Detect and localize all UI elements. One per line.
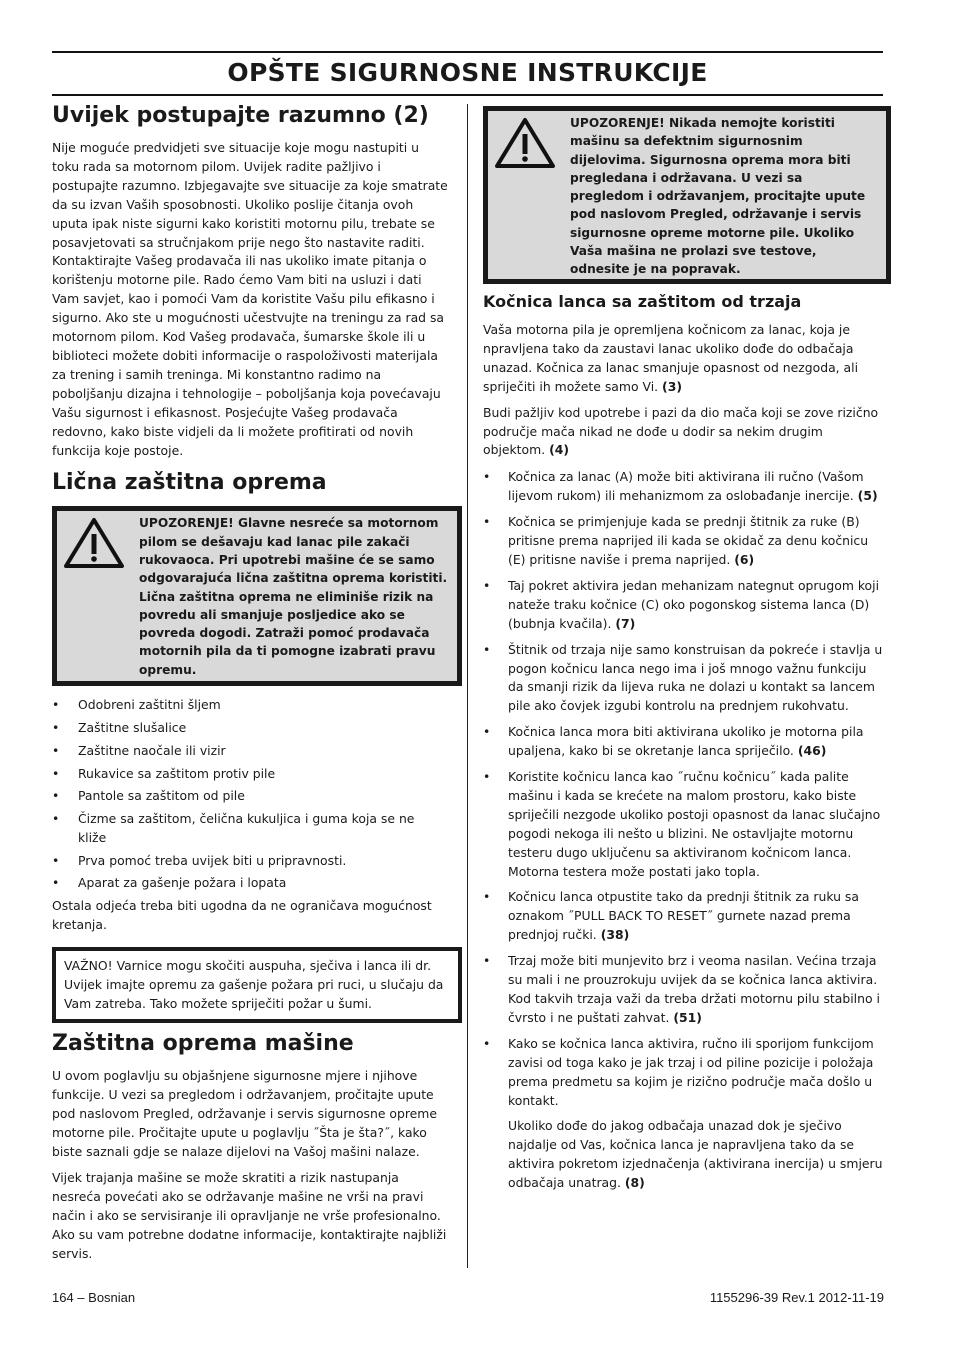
footer-document-id: 1155296-39 Rev.1 2012-11-19: [709, 1290, 884, 1305]
list-item: • Kočnica lanca mora biti aktivirana ukoliko je motorna pila upaljena, kako bi se okretanje lanca spriječilo. (46): [483, 724, 864, 759]
section-heading-machine-safety: Zaštitna oprema mašine: [52, 1031, 354, 1057]
section-paragraph: Nije moguće predvidjeti sve situacije koje mogu nastupiti u toku rada sa motornom pilom. Uvijek radite pažljivo i postupajte razumno. Izbjegavajte sve situacije za koje smatrate da su izvan Vaših sposobnosti. Ukoliko poslije čitanja ovoh uputa ipak niste sigurni kako koristiti motornu pilu, trebate se posavjetovati sa stručnjakom prije nego što nastavite raditi. Kontaktirajte Vašeg prodavača ili nas ukoliko imate pitanja o korištenju motorne pile. Rado ćemo Vam biti na usluzi i dati Vam savjet, kao i pomoći Vam da koristite Vašu pilu efikasno i sigurno. Ako ste u mogućnosti učestvujte na treningu za rad sa motornom pilom. Kod Vašeg prodavača, šumarske škole ili u biblioteci možete dobiti informacije o raspoloživosti materijala za trening i samih treninga. Mi konstantno radimo na poboljšanju dizajna i tehnologije – poboljšanja koja povećavaju Vašu sigurnost i efikasnost. Posjećujte Vašeg prodavača redovno, kako biste vidjeli da li možete profitirati od novih funkcija koje postoje.: [52, 140, 448, 458]
list-item: • Taj pokret aktivira jedan mehanizam nategnut oprugom koji nateže traku kočnice (C) oko pogonskog sistema lanca (D) (bubnja kvačila). (7): [483, 577, 880, 631]
list-item: • Kočnica se primjenjuje kada se prednji štitnik za ruke (B) pritisne prema naprijed ili kada se okidač za denu kočnicu (E) pritisne naviše i prema naprijed. (6): [483, 514, 869, 567]
list-item: • Prva pomoć treba uvijek biti u pripravnosti.: [52, 852, 347, 868]
list-item: • Rukavice sa zaštitom protiv pile: [52, 765, 276, 781]
warning-box-defective-parts: [483, 106, 891, 284]
subsection-heading-chain-brake: Kočnica lanca sa zaštitom od trzaja: [483, 292, 802, 311]
header-rule-bottom: [52, 94, 883, 96]
warning-triangle-icon: [63, 517, 125, 573]
list-item: • Koristite kočnicu lanca kao ˝ručnu kočnicu˝ kada palite mašinu i kada se krećete na malom prostoru, kako biste spriječili nezgode ukoliko postoji opasnost da lanac slučajno pogodi nekoga ili nešto u blizini. Ne ostavljajte motornu testeru dugo uključenu sa aktiviranom kočnicom lanca. Motorna testera može postati jako topla.: [483, 769, 881, 879]
ppe-after-text: Ostala odjeća treba biti ugodna da ne ograničava mogućnost kretanja.: [52, 897, 432, 932]
chain-brake-paragraph: Budi pažljiv kod upotrebe i pazi da dio mača koji se zove rizično područje mača nikad ne dođe u dodir sa nekim drugim objektom. (4): [483, 404, 879, 458]
list-item: • Kočnica za lanac (A) može biti aktivirana ili ručno (Vašom lijevom rukom) ili mehanizmom za oslobađanje inercije. (5): [483, 469, 878, 504]
warning-text-ppe: UPOZORENJE! Glavne nesreće sa motornom pilom se dešavaju kad lanac pile zakači rukovaoca. Pri upotrebi mašine će se samo odgovarajuća lična zaštitna oprema koristiti. Lična zaštitna oprema ne eliminiše rizik na povredu ali smanjuje posljedice ako se povreda dogodi. Zatraži pomoć prodavača motornih pila da ti pomogne izabrati pravu opremu.: [139, 516, 448, 677]
list-item: • Zaštitne naočale ili vizir: [52, 742, 226, 758]
footer-page-label: 164 – Bosnian: [52, 1290, 136, 1305]
list-item: • Kočnicu lanca otpustite tako da prednji štitnik za ruku sa oznakom ˝PULL BACK TO RESET˝ gurnete nazad prema prednjoj ručki. (38): [483, 889, 859, 943]
list-item: • Odobreni zaštitni šljem: [52, 697, 221, 713]
chain-brake-paragraph: Vaša motorna pila je opremljena kočnicom za lanac, koja je npravljena tako da zaustavi lanac ukoliko dođe do odbačaja unazad. Kočnica za lanac smanjuje opasnost od nezgoda, ali spriječiti ih možete samo Vi. (3): [483, 322, 859, 394]
page-title: OPŠTE SIGURNOSNE INSTRUKCIJE: [227, 58, 708, 87]
important-note-text: VAŽNO! Varnice mogu skočiti auspuha, sječiva i lanca ili dr. Uvijek imajte opremu za gašenje požara pri ruci, u slučaju da Vam zatreba. Tako možete spriječiti požar u šumi.: [64, 957, 444, 1011]
section-paragraph: Vijek trajanja mašine se može skratiti a rizik nastupanja nesreća povećati ako se održavanje mašine ne vrši na pravi način i ako se servisiranje ili opravljanje ne vrše profesionalno. Ako su vam potrebne dodatne informacije, kontaktirajte najbliži servis.: [52, 1170, 447, 1261]
warning-triangle-icon: [494, 117, 556, 173]
right-column: [483, 106, 883, 1193]
chain-brake-list: [483, 468, 883, 1110]
list-item: • Čizme sa zaštitom, čelična kukuljica i guma koja se ne kliže: [52, 810, 415, 845]
section-heading-ppe: Lična zaštitna oprema: [52, 470, 327, 496]
ppe-list: [52, 696, 450, 893]
important-note-box: [52, 947, 462, 1024]
list-item: • Kako se kočnica lanca aktivira, ručno ili sporijom funkcijom zavisi od toga kako je jak trzaj i od piline pozicije i položaja prema predmetu sa kojim je rizično područje mača došlo u kontakt.: [483, 1035, 874, 1108]
warning-box-ppe: [52, 506, 462, 686]
list-item: • Zaštitne slušalice: [52, 720, 187, 736]
list-item: • Trzaj može biti munjevito brz i veoma nasilan. Većina trzaja su mali i ne prouzrokuju uvijek da se kočnica lanca aktivira. Kod takvih trzaja važi da treba držati motornu pilu stabilno i čvrsto i ne puštati zahvat. (51): [483, 953, 880, 1025]
section-heading-reasonable: Uvijek postupajte razumno (2): [52, 103, 429, 128]
column-divider: [467, 104, 468, 1268]
left-column: [52, 100, 450, 1264]
list-item: • Štitnik od trzaja nije samo konstruisan da pokreće i stavlja u pogon kočnicu lanca nego ima i još mnogo važnu funkciju da smanji rizik da lijeva ruka ne dolazi u kontakt sa lancem pile ako čovjek izgubi kontrolu na prednjem rukohvatu.: [483, 641, 883, 714]
list-item: • Pantole sa zaštitom od pile: [52, 788, 245, 804]
chain-brake-final-paragraph: Ukoliko dođe do jakog odbačaja unazad dok je sječivo najdalje od Vas, kočnica lanca je napravljena tako da se aktivira pokretom izjednačenja (aktivirana inercija) u smjeru odbačaja unatrag. (8): [508, 1118, 883, 1191]
warning-text-defective-parts: UPOZORENJE! Nikada nemojte koristiti mašinu sa defektnim sigurnosnim dijelovima. Sigurnosna oprema mora biti pregledana i održavana. U vezi sa pregledom i održavanjem, procitajte upute pod naslovom Pregled, održavanje i servis sigurnosne opreme motorne pile. Ukoliko Vaša mašina ne prolazi sve testove, odnesite je na popravak.: [570, 116, 866, 277]
list-item: • Aparat za gašenje požara i lopata: [52, 875, 287, 891]
header-rule-top: [52, 51, 883, 53]
section-paragraph: U ovom poglavlju su objašnjene sigurnosne mjere i njihove funkcije. U vezi sa pregledom i održavanjem, pročitajte upute pod naslovom Pregled, održavanje i servis sigurnosne opreme motorne pile. Pročitajte upute u poglavlju ˝Šta je šta?˝, kako biste saznali gdje se nalaze dijelovi na Vašoj mašini nalaze.: [52, 1068, 437, 1160]
